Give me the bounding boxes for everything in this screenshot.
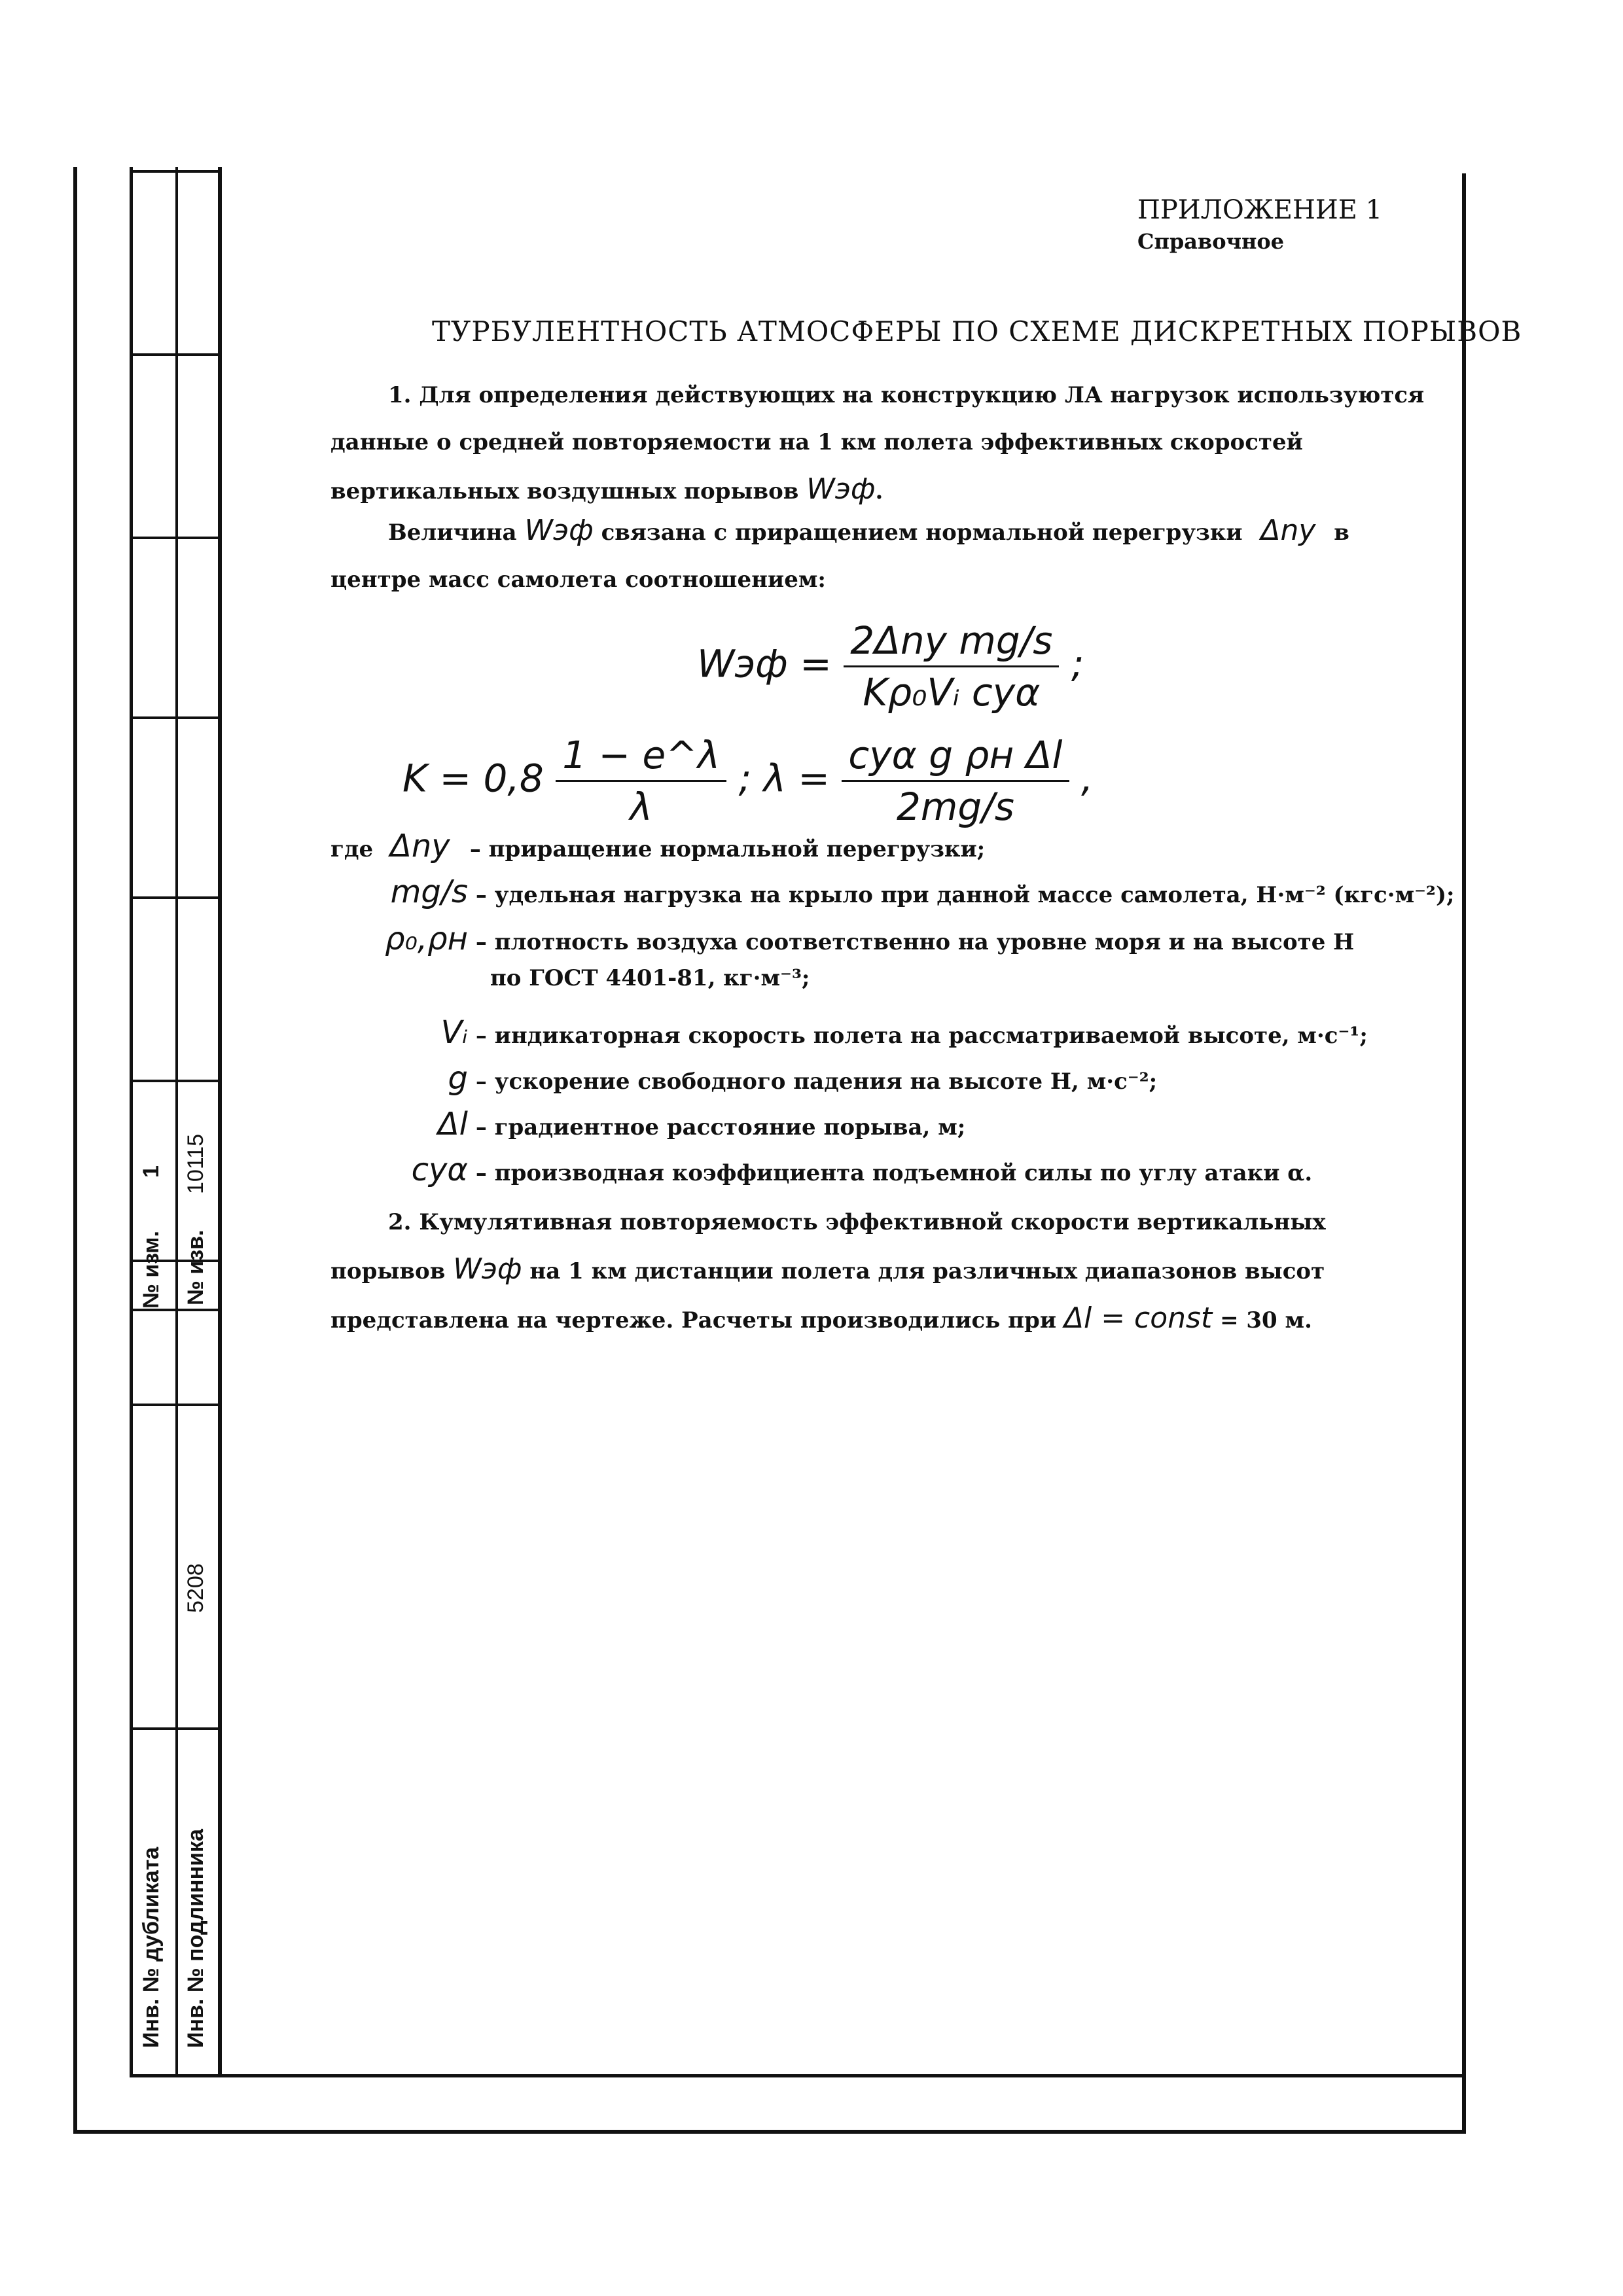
formula-w-eff bbox=[697, 618, 1084, 715]
stamp-notice-value: 10115 bbox=[183, 1133, 208, 1194]
definition-symbol: cyα bbox=[411, 1152, 468, 1188]
definition-item bbox=[330, 1152, 1312, 1188]
definition-item bbox=[330, 1014, 1368, 1051]
frame-inner-bottom bbox=[130, 2074, 1462, 2077]
paragraph-1-end: . bbox=[875, 478, 883, 504]
definition-item bbox=[330, 828, 985, 864]
appendix-type: Справочное bbox=[1137, 229, 1285, 254]
definition-text: – удельная нагрузка на крыло при данной массе самолета, Н·м⁻² (кгс·м⁻²); bbox=[475, 882, 1455, 908]
stamp-divider bbox=[130, 1404, 221, 1406]
formula-2-fraction-2 bbox=[842, 733, 1069, 829]
definition-text: – приращение нормальной перегрузки; bbox=[469, 836, 986, 862]
formula-2-fraction-1 bbox=[556, 733, 726, 829]
paragraph-3 bbox=[330, 1199, 1436, 1344]
formula-2-frac2-num: cyα g ρн Δl bbox=[842, 733, 1069, 782]
definition-item bbox=[330, 965, 810, 991]
stamp-orig-label: Инв. № подлинника bbox=[183, 1829, 208, 2048]
definition-symbol: mg/s bbox=[390, 874, 468, 910]
definition-item bbox=[330, 1106, 965, 1142]
definition-text: – производная коэффициента подъемной силы по углу атаки α. bbox=[475, 1160, 1313, 1186]
stamp-notice-label: № изв. bbox=[183, 1229, 208, 1305]
stamp-change-label: № изм. bbox=[139, 1231, 164, 1309]
frame-stamp-col-1 bbox=[130, 167, 133, 2077]
definition-symbol: Vᵢ bbox=[440, 1014, 468, 1051]
stamp-orig-value: 5208 bbox=[183, 1563, 208, 1613]
formula-2-frac1-num: 1 − e^λ bbox=[556, 733, 726, 782]
paragraph-3-text-2: на 1 км дистанции полета для различных диапазонов высот представлена на чертеже. Расчеты производились при bbox=[330, 1258, 1325, 1333]
stamp-divider bbox=[130, 1080, 221, 1082]
definition-text: – плотность воздуха соответственно на уровне моря и на высоте H bbox=[475, 929, 1355, 955]
formula-k-lambda bbox=[402, 733, 1093, 829]
paragraph-1-text: 1. Для определения действующих на конструкцию ЛА нагрузок используются данные о средней повторяемости на 1 км полета эффективных скоростей вертикальных воздушных порывов bbox=[330, 382, 1425, 504]
frame-stamp-col-2 bbox=[175, 167, 178, 2077]
paragraph-2-end: в центре масс самолета соотношением: bbox=[330, 520, 1349, 593]
definition-symbol: ρ₀,ρн bbox=[385, 921, 468, 957]
definition-symbol: Δl bbox=[437, 1106, 468, 1142]
formula-2-frac1-den: λ bbox=[630, 785, 652, 829]
appendix-label: ПРИЛОЖЕНИЕ 1 bbox=[1137, 195, 1383, 225]
paragraph-2 bbox=[330, 507, 1436, 603]
stamp-divider bbox=[130, 896, 221, 899]
w-eff-symbol: Wэф bbox=[806, 472, 876, 506]
stamp-divider bbox=[130, 716, 221, 719]
frame-bottom bbox=[73, 2130, 1464, 2134]
formula-1-denominator: Kρ₀Vᵢ cyα bbox=[863, 670, 1041, 715]
stamp-divider bbox=[130, 353, 221, 356]
definition-symbol: Δny bbox=[389, 828, 450, 864]
paragraph-1 bbox=[330, 372, 1436, 515]
stamp-divider bbox=[130, 170, 221, 173]
definition-symbol: g bbox=[448, 1060, 468, 1097]
delta-l-const: Δl = const bbox=[1063, 1301, 1213, 1335]
definition-item bbox=[330, 874, 1455, 910]
stamp-dup-label: Инв. № дубликата bbox=[139, 1846, 164, 2048]
paragraph-2-mid: связана с приращением нормальной перегрузки bbox=[601, 520, 1243, 546]
paragraph-2-start: Величина bbox=[388, 520, 517, 546]
page-title: ТУРБУЛЕНТНОСТЬ АТМОСФЕРЫ ПО СХЕМЕ ДИСКРЕТНЫХ ПОРЫВОВ bbox=[432, 315, 1522, 347]
frame-right bbox=[1462, 173, 1466, 2134]
stamp-divider bbox=[130, 1727, 221, 1730]
where-label: где bbox=[330, 836, 374, 862]
definition-text: по ГОСТ 4401-81, кг·м⁻³; bbox=[490, 965, 810, 991]
formula-2-tail: , bbox=[1080, 756, 1094, 801]
formula-1-lhs: Wэф = bbox=[697, 641, 832, 686]
formula-1-numerator: 2Δny mg/s bbox=[844, 618, 1059, 667]
definition-text: – градиентное расстояние порыва, м; bbox=[475, 1114, 966, 1140]
definition-text: – ускорение свободного падения на высоте H, м·с⁻²; bbox=[475, 1069, 1158, 1095]
formula-2-lhs: K = 0,8 bbox=[402, 756, 544, 801]
paragraph-3-text-3: = 30 м. bbox=[1220, 1307, 1312, 1333]
formula-2-frac2-den: 2mg/s bbox=[896, 785, 1014, 829]
delta-ny-symbol: Δny bbox=[1260, 514, 1316, 547]
stamp-divider bbox=[130, 1309, 221, 1311]
definition-item bbox=[330, 1060, 1157, 1097]
formula-1-fraction bbox=[844, 618, 1059, 715]
definition-text: – индикаторная скорость полета на рассматриваемой высоте, м·с⁻¹; bbox=[475, 1023, 1368, 1049]
paragraph-3-text-1: 2. Кумулятивная повторяемость эффективной скорости вертикальных порывов bbox=[330, 1209, 1326, 1284]
definition-item bbox=[330, 921, 1354, 957]
frame-stamp-col-3 bbox=[218, 167, 222, 2077]
formula-2-sep: ; λ = bbox=[738, 756, 830, 801]
frame-left-outer bbox=[73, 167, 77, 2133]
w-eff-symbol: Wэф bbox=[524, 514, 594, 547]
formula-1-tail: ; bbox=[1071, 641, 1084, 686]
w-eff-symbol: Wэф bbox=[453, 1252, 522, 1286]
stamp-divider bbox=[130, 537, 221, 539]
stamp-change-value: 1 bbox=[139, 1165, 164, 1178]
